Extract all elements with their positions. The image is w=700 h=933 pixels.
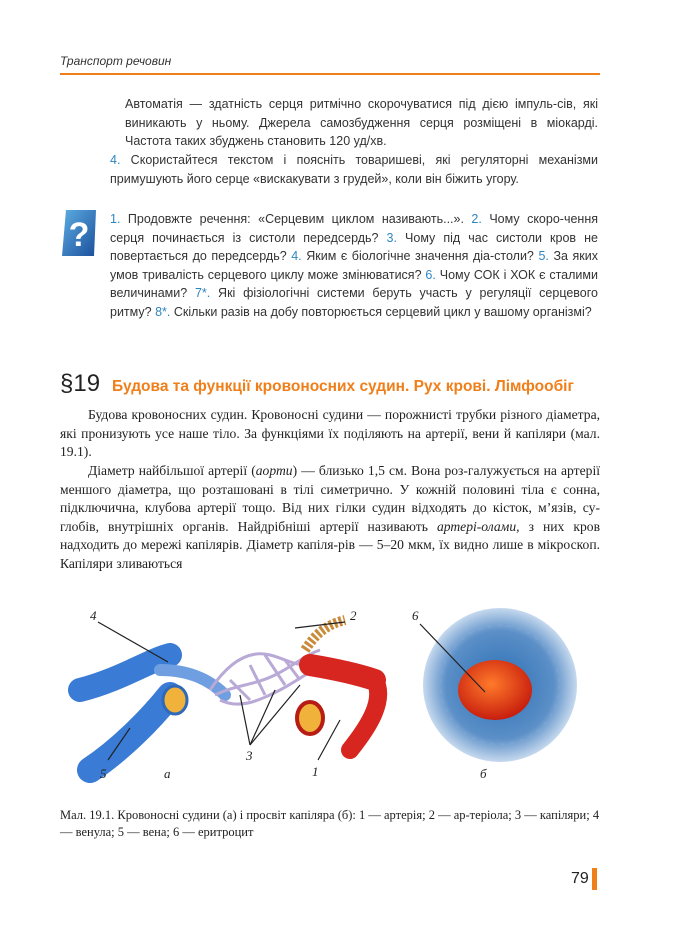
question-text: Які фізіологічні системи беруть участь у регуляції серцевого ритму? (110, 286, 598, 319)
term-arterioles: артері-олами (436, 518, 517, 534)
question-number: 8*. (155, 304, 171, 319)
capillary-lumen-view (423, 608, 577, 762)
question-number: 6. (425, 267, 436, 282)
question-icon (60, 208, 100, 258)
paragraph-text: Будова кровоносних судин. Кровоносні судини — порожнисті трубки різного діаметра, які пронизують усе наше тіло. За функціями їх поділяють на артерії, вени й капіляри (мал. 19.1). (60, 407, 600, 459)
artery (297, 665, 378, 750)
question-number: 4. (291, 249, 302, 263)
question-text: За яких умов тривалість серцевого циклу може змінюватися? (110, 249, 598, 282)
page-number-bar (592, 868, 597, 890)
page-number: 79 (571, 870, 589, 887)
task-4-text: Скористайтеся текстом і поясніть товаришеві, які регуляторні механізми примушують його серце «вискакувати з грудей», коли він біжить угору. (110, 153, 598, 186)
figure-blood-vessels (60, 600, 600, 800)
running-header: Транспорт речовин (60, 54, 172, 68)
section-heading (60, 370, 574, 398)
term-aorta: аорти (255, 463, 293, 478)
label-5: 5 (100, 766, 107, 781)
task-4 (110, 151, 598, 188)
question-number: 7*. (194, 286, 211, 300)
question-number: 5. (538, 249, 549, 263)
label-b: б (480, 766, 487, 781)
task-4-number: 4. (110, 153, 121, 167)
body-paragraph-1 (60, 406, 600, 462)
svg-text:?: ? (68, 216, 90, 254)
question-text: Продовжте речення: «Серцевим циклом називають...». (120, 212, 472, 226)
label-4: 4 (90, 608, 97, 623)
question-text: Скільки разів на добу повторюється серцевий цикл у вашому організмі? (170, 304, 592, 319)
section-title: Будова та функції кровоносних судин. Рух крові. Лімфообіг (112, 378, 574, 395)
text-run: ) — близько 1,5 см. Вона роз-галужується на артерії меншого діаметра, що розташовані в тілі симетрично. У кожній половині тіла є сонна, підключична, клубова артерії тощо. Від них гілки судин відходять до кісток, м’язів, су-глобів, внутрішніх органів. Найдрібніші артерії називають (60, 463, 601, 534)
question-text: Чому СОК і ХОК є сталими величинами? (110, 267, 598, 300)
erythrocyte (458, 660, 532, 720)
question-number: 3. (386, 230, 397, 245)
label-3: 3 (246, 748, 253, 763)
question-number: 1. (110, 212, 121, 226)
automatism-paragraph: Автоматія — здатність серця ритмічно скорочуватися під дією імпуль-сів, які виникають у ньому. Джерела самозбудження серця розміщені в міокарді. Частота таких збуджень становить 120 уд/хв. (125, 97, 598, 148)
label-1: 1 (312, 764, 319, 779)
question-number: 2. (471, 212, 482, 226)
label-6: 6 (412, 608, 419, 623)
header-rule (60, 73, 600, 75)
question-text: Чому скоро-чення серця починається із систоли передсердь? (110, 212, 598, 245)
figure-caption: Мал. 19.1. Кровоносні судини (а) і просвіт капіляра (б): 1 — артерія; 2 — ар-теріола; 3 — капіляри; 4 — венула; 5 — вена; 6 — еритроцит (60, 808, 600, 839)
section-number: §19 (60, 370, 101, 397)
review-questions (110, 210, 598, 321)
body-paragraph-2 (60, 462, 600, 573)
question-text: Яким є біологічне значення діа-столи? (301, 249, 539, 263)
question-text: Чому під час систоли кров не повертається до передсердь? (110, 230, 598, 263)
label-2: 2 (350, 608, 357, 623)
label-a: а (164, 766, 171, 781)
text-run: , з них кров надходить до мережі капілярів. Діаметр капіля-рів — 5–20 мкм, їх видно лише в мікроскоп. Капіляри зливаються (60, 518, 600, 571)
text-run: Діаметр найбільшої артерії ( (88, 463, 256, 478)
